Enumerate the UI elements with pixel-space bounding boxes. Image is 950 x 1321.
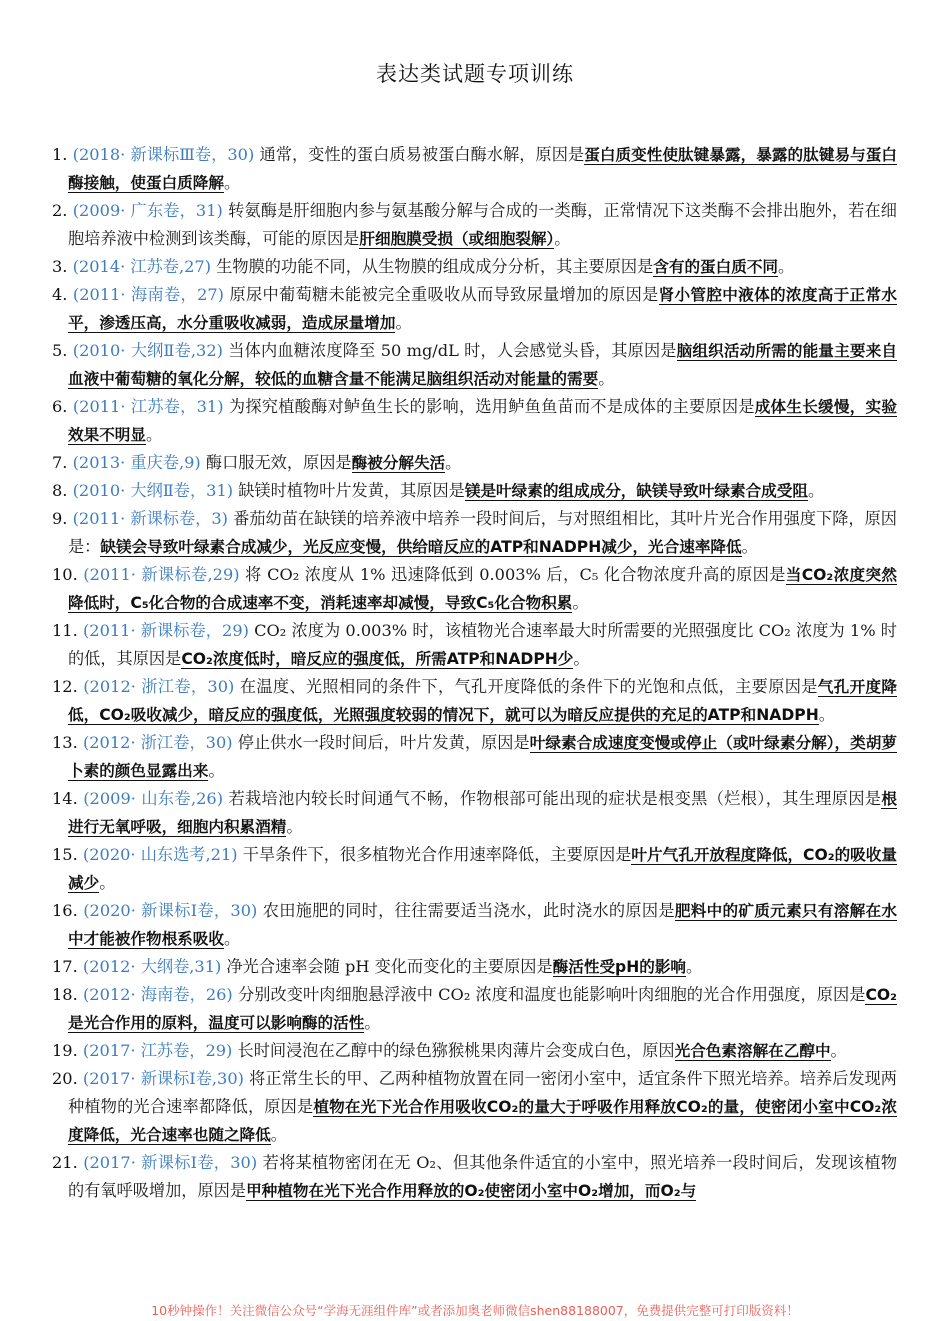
question-text: 原尿中葡萄糖未能被完全重吸收从而导致尿量增加的原因是 [229,285,659,304]
question-source: (2011· 新课标卷,29) [83,565,240,584]
question-text: 农田施肥的同时，往往需要适当浇水，此时浇水的原因是 [262,901,675,920]
question-text: 长时间浸泡在乙醇中的绿色猕猴桃果肉薄片会变成白色，原因 [237,1041,675,1060]
answer-text: 肥料中的矿质元素只有溶解在水中才能被作物根系吸收 [68,902,897,948]
answer-text: 成体生长缓慢，实验效果不明显 [68,398,897,444]
question-end: 。 [554,229,571,248]
question-number: 14. [52,789,78,808]
question-item [52,141,897,197]
question-item [52,981,897,1037]
question-number: 1. [52,145,68,164]
question-item [52,673,897,729]
question-source: (2010· 大纲Ⅱ卷,32) [72,341,223,360]
question-item [52,337,897,393]
question-text: 转氨酶是肝细胞内参与氨基酸分解与合成的一类酶，正常情况下这类酶不会排出胞外，若在细胞培养液中检测到该类酶，可能的原因是 [68,201,897,248]
question-end: 。 [741,537,758,556]
question-end: 。 [818,705,835,724]
question-end: 。 [573,649,590,668]
question-end: 。 [686,957,703,976]
answer-text: 叶绿素合成速度变慢或停止（或叶绿素分解），类胡萝卜素的颜色显露出来 [68,734,898,780]
question-source: (2009· 广东卷，31) [72,201,223,220]
question-number: 13. [52,733,78,752]
question-text: 缺镁时植物叶片发黄，其原因是 [238,481,465,500]
answer-text: 叶片气孔开放程度降低，CO₂的吸收量减少 [68,846,897,892]
question-text: 将 CO₂ 浓度从 1% 迅速降低到 0.003% 后，C₅ 化合物浓度升高的原因是 [245,565,786,584]
question-end: 。 [99,873,116,892]
question-end: 。 [208,761,225,780]
answer-text: 脑组织活动所需的能量主要来自血液中葡萄糖的氧化分解，较低的血糖含量不能满足脑组织活动对能量的需要 [68,342,897,388]
question-end: 。 [445,453,462,472]
footer-watermark: 10秒钟操作！关注微信公众号“学海无涯组件库”或者添加奥老师微信shen88188007，免费提供完整可打印版资料！ [0,1300,950,1321]
question-number: 15. [52,845,78,864]
question-end: 。 [223,173,241,192]
question-number: 8. [52,481,68,500]
question-number: 10. [52,565,78,584]
question-text: 酶口服无效，原因是 [205,453,352,472]
question-item [52,1065,897,1149]
question-text: 干旱条件下，很多植物光合作用速率降低，主要原因是 [242,845,632,864]
question-source: (2017· 新课标Ⅰ卷，30) [83,1153,258,1172]
question-source: (2012· 浙江卷，30) [82,733,233,752]
question-text: 为探究植酸酶对鲈鱼生长的影响，选用鲈鱼鱼苗而不是成体的主要原因是 [228,397,755,416]
question-source: (2017· 新课标Ⅰ卷,30) [82,1069,244,1088]
answer-text: 镁是叶绿素的组成成分，缺镁导致叶绿素合成受阻 [464,482,808,500]
question-number: 9. [52,509,68,528]
question-source: (2012· 海南卷，26) [82,985,233,1004]
question-item [52,477,897,505]
question-end: 。 [572,593,589,612]
question-source: (2018· 新课标Ⅲ卷，30) [72,145,255,164]
question-number: 16. [52,901,78,920]
answer-text: 肾小管腔中液体的浓度高于正常水平，渗透压高，水分重吸收减弱，造成尿量增加 [68,286,897,332]
question-source: (2012· 大纲卷,31) [82,957,222,976]
question-end: 。 [270,1125,287,1144]
answer-text: 植物在光下光合作用吸收CO₂的量大于呼吸作用释放CO₂的量，使密闭小室中CO₂浓度降低，光合速率也随之降低 [68,1098,898,1144]
question-item [52,617,897,673]
question-item [52,729,897,785]
question-item [52,953,897,981]
answer-text: CO₂浓度低时，暗反应的强度低，所需ATP和NADPH少 [181,650,574,668]
answer-text: 肝细胞膜受损（或细胞裂解） [359,230,555,248]
question-item [52,841,897,897]
question-end: 。 [830,1041,847,1060]
question-source: (2010· 大纲Ⅱ卷，31) [72,481,234,500]
question-end: 。 [223,929,241,948]
question-end: 。 [598,369,615,388]
question-number: 11. [52,621,78,640]
question-source: (2009· 山东卷,26) [83,789,224,808]
question-text: 番茄幼苗在缺镁的培养液中培养一段时间后，与对照组相比，其叶片光合作用强度下降，原因是： [68,509,897,556]
question-text: 当体内血糖浓度降至 50 mg/dL 时，人会感觉头昏，其原因是 [228,341,677,360]
question-end: 。 [364,1013,381,1032]
question-end: 。 [286,817,303,836]
question-end: 。 [395,313,412,332]
question-source: (2017· 江苏卷，29) [82,1041,233,1060]
question-number: 20. [52,1069,78,1088]
question-text: 将正常生长的甲、乙两种植物放置在同一密闭小室中，适宜条件下照光培养。培养后发现两种植物的光合速率都降低，原因是 [68,1069,897,1116]
question-number: 6. [52,397,68,416]
question-number: 7. [52,453,68,472]
question-number: 17. [52,957,78,976]
question-item [52,197,897,253]
question-number: 2. [52,201,68,220]
page-title: 表达类试题专项训练 [376,62,574,86]
answer-text: 含有的蛋白质不同 [653,258,779,276]
question-source: (2020· 山东选考,21) [82,845,238,864]
question-source: (2020· 新课标Ⅰ卷，30) [83,901,258,920]
answer-text: 酶被分解失活 [351,454,446,472]
question-number: 18. [52,985,78,1004]
question-list [52,141,897,1205]
question-number: 4. [52,285,68,304]
question-item [52,281,897,337]
question-item [52,449,897,477]
question-item [52,253,897,281]
question-source: (2013· 重庆卷,9) [72,453,201,472]
question-source: (2011· 新课标卷，3) [72,509,228,528]
answer-text: 光合色素溶解在乙醇中 [674,1042,831,1060]
question-source: (2011· 江苏卷，31) [72,397,224,416]
answer-text: 气孔开度降低，CO₂吸收减少，暗反应的强度低，光照强度较弱的情况下，就可以为暗反应提供的充足的ATP和NADPH [68,678,898,724]
question-source: (2011· 海南卷，27) [72,285,224,304]
answer-text: 当CO₂浓度突然降低时，C₅化合物的合成速率不变，消耗速率却减慢，导致C₅化合物积累 [68,566,897,612]
question-item [52,1037,897,1065]
question-item [52,897,897,953]
question-source: (2011· 新课标卷，29) [82,621,249,640]
question-number: 21. [52,1153,78,1172]
question-end: 。 [145,425,163,444]
answer-text: 酶活性受pH的影响 [552,958,687,976]
question-number: 19. [52,1041,78,1060]
question-text: 分别改变叶肉细胞悬浮液中 CO₂ 浓度和温度也能影响叶肉细胞的光合作用强度，原因是 [237,985,866,1004]
question-number: 3. [52,257,68,276]
question-item [52,505,897,561]
question-text: 净光合速率会随 pH 变化而变化的主要原因是 [226,957,553,976]
question-text: CO₂ 浓度为 0.003% 时，该植物光合速率最大时所需要的光照强度比 CO₂ 浓度为 1% 时的低，其原因是 [68,621,897,668]
answer-text: 缺镁会导致叶绿素合成减少，光反应变慢，供给暗反应的ATP和NADPH减少，光合速率降低 [100,538,742,556]
question-text: 通常，变性的蛋白质易被蛋白酶水解，原因是 [259,145,585,164]
question-end: 。 [807,481,825,500]
question-item [52,785,897,841]
answer-text: 甲种植物在光下光合作用释放的O₂使密闭小室中O₂增加，而O₂与 [246,1182,697,1200]
question-item [52,561,897,617]
question-text: 停止供水一段时间后，叶片发黄，原因是 [237,733,530,752]
answer-text: 根进行无氧呼吸，细胞内积累酒精 [68,790,897,836]
question-text: 若栽培池内较长时间通气不畅，作物根部可能出现的症状是根变黑（烂根），其生理原因是 [228,789,882,808]
question-text: 生物膜的功能不同，从生物膜的组成成分分析，其主要原因是 [216,257,654,276]
question-item [52,393,897,449]
question-source: (2014· 江苏卷,27) [72,257,212,276]
question-text: 在温度、光照相同的条件下，气孔开度降低的条件下的光饱和点低，主要原因是 [239,677,818,696]
question-source: (2012· 浙江卷，30) [83,677,235,696]
question-item [52,1149,897,1205]
question-text: 若将某植物密闭在无 O₂、但其他条件适宜的小室中，照光培养一段时间后，发现该植物的有氧呼吸增加，原因是 [68,1153,898,1200]
answer-text: CO₂是光合作用的原料，温度可以影响酶的活性 [68,986,898,1032]
question-number: 12. [52,677,78,696]
answer-text: 蛋白质变性使肽键暴露，暴露的肽键易与蛋白酶接触，使蛋白质降解 [68,146,897,192]
question-end: 。 [778,257,795,276]
question-number: 5. [52,341,68,360]
